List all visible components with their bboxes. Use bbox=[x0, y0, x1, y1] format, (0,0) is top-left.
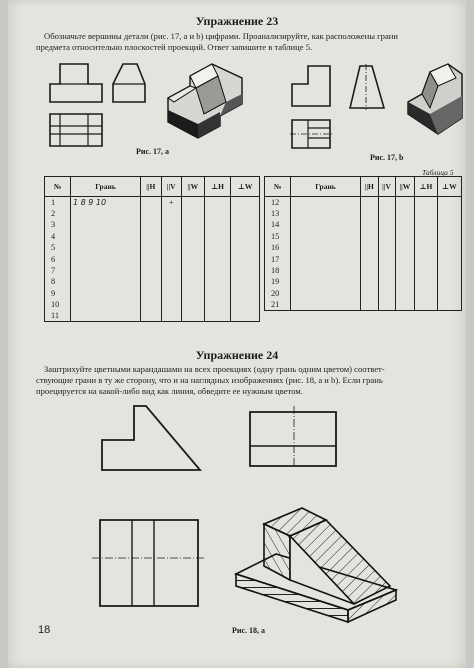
col-perp-h-header: ⊥H bbox=[415, 177, 437, 197]
projection-cell bbox=[378, 242, 395, 253]
projection-cell bbox=[141, 231, 162, 242]
face-cell bbox=[71, 253, 141, 264]
row-number: 21 bbox=[265, 299, 291, 310]
projection-cell bbox=[161, 219, 181, 230]
face-cell bbox=[71, 265, 141, 276]
table-row bbox=[45, 231, 260, 242]
projection-cell bbox=[204, 208, 230, 219]
projection-cell bbox=[204, 288, 230, 299]
face-cell: 1 8 9 10 bbox=[71, 197, 141, 208]
projection-cell bbox=[415, 197, 437, 208]
row-number: 14 bbox=[265, 219, 291, 230]
projection-cell bbox=[161, 208, 181, 219]
projection-cell bbox=[231, 219, 260, 230]
projection-cell bbox=[161, 242, 181, 253]
projection-cell bbox=[415, 253, 437, 264]
col-parallel-v-header: ||V bbox=[161, 177, 181, 197]
projection-cell bbox=[395, 242, 415, 253]
projection-cell bbox=[378, 208, 395, 219]
projection-cell: + bbox=[161, 197, 181, 208]
projection-cell bbox=[204, 310, 230, 321]
col-perp-h-header: ⊥H bbox=[204, 177, 230, 197]
projection-cell bbox=[161, 299, 181, 310]
page-number: 18 bbox=[38, 624, 51, 636]
table-5-left bbox=[44, 176, 260, 322]
projection-cell bbox=[395, 288, 415, 299]
face-cell bbox=[291, 208, 361, 219]
fig-18a-side-view bbox=[244, 406, 340, 468]
projection-cell bbox=[361, 288, 379, 299]
face-cell bbox=[291, 231, 361, 242]
projection-cell bbox=[141, 288, 162, 299]
projection-cell bbox=[204, 299, 230, 310]
fig-17a-caption: Рис. 17, а bbox=[136, 147, 170, 156]
fig-17b-isometric bbox=[404, 62, 466, 140]
projection-cell bbox=[437, 197, 461, 208]
fig-18a-top-view bbox=[92, 516, 204, 608]
projection-cell bbox=[395, 299, 415, 310]
projection-cell bbox=[231, 310, 260, 321]
projection-cell bbox=[231, 231, 260, 242]
exercise-24-text-line-1: Заштрихуйте цветными карандашами на всех проекциях (одну грань одним цветом) соответ- bbox=[44, 364, 385, 374]
projection-cell bbox=[161, 310, 181, 321]
projection-cell bbox=[361, 219, 379, 230]
col-parallel-w-header: ||W bbox=[181, 177, 204, 197]
projection-cell bbox=[415, 299, 437, 310]
table-row bbox=[45, 299, 260, 310]
projection-cell bbox=[415, 265, 437, 276]
fig-17a-side-view bbox=[111, 62, 151, 106]
row-number: 5 bbox=[45, 242, 71, 253]
face-cell bbox=[291, 242, 361, 253]
table-row bbox=[45, 276, 260, 287]
projection-cell bbox=[378, 276, 395, 287]
projection-cell bbox=[141, 310, 162, 321]
row-number: 9 bbox=[45, 288, 71, 299]
projection-cell bbox=[141, 242, 162, 253]
projection-cell bbox=[204, 197, 230, 208]
face-cell bbox=[71, 219, 141, 230]
fig-17a-front-view bbox=[48, 62, 108, 106]
projection-cell bbox=[204, 231, 230, 242]
fig-17a-isometric bbox=[162, 58, 250, 144]
col-number-header: № bbox=[45, 177, 71, 197]
projection-cell bbox=[378, 253, 395, 264]
table-row bbox=[45, 288, 260, 299]
projection-cell bbox=[378, 288, 395, 299]
projection-cell bbox=[141, 208, 162, 219]
projection-cell bbox=[437, 265, 461, 276]
projection-cell bbox=[361, 253, 379, 264]
projection-cell bbox=[361, 231, 379, 242]
row-number: 15 bbox=[265, 231, 291, 242]
table-row bbox=[265, 276, 462, 287]
table-row bbox=[45, 208, 260, 219]
projection-cell bbox=[141, 253, 162, 264]
col-perp-w-header: ⊥W bbox=[231, 177, 260, 197]
row-number: 8 bbox=[45, 276, 71, 287]
projection-cell bbox=[415, 288, 437, 299]
projection-cell bbox=[378, 219, 395, 230]
row-number: 7 bbox=[45, 265, 71, 276]
table-row bbox=[265, 288, 462, 299]
projection-cell bbox=[395, 219, 415, 230]
projection-cell bbox=[395, 231, 415, 242]
projection-cell bbox=[395, 208, 415, 219]
exercise-24-text-line-3: проецируется на какой-либо вид как линия, обведите ее нужным цветом. bbox=[36, 386, 303, 396]
projection-cell bbox=[141, 265, 162, 276]
projection-cell bbox=[204, 265, 230, 276]
fig-17b-caption: Рис. 17, b bbox=[370, 153, 404, 162]
projection-cell bbox=[161, 288, 181, 299]
row-number: 11 bbox=[45, 310, 71, 321]
projection-cell bbox=[415, 231, 437, 242]
projection-cell bbox=[437, 231, 461, 242]
row-number: 13 bbox=[265, 208, 291, 219]
fig-17b-side-view bbox=[348, 64, 388, 110]
fig-18a-caption: Рис. 18, а bbox=[232, 626, 266, 635]
exercise-23-title: Упражнение 23 bbox=[195, 14, 279, 28]
workbook-page bbox=[8, 0, 466, 668]
projection-cell bbox=[395, 265, 415, 276]
projection-cell bbox=[395, 197, 415, 208]
exercise-23-text-line-1: Обозначьте вершины детали (рис. 17, а и b) цифрами. Проанализируйте, как расположены грани bbox=[44, 31, 398, 41]
col-parallel-v-header: ||V bbox=[378, 177, 395, 197]
projection-cell bbox=[361, 299, 379, 310]
projection-cell bbox=[437, 288, 461, 299]
col-parallel-h-header: ||H bbox=[141, 177, 162, 197]
fig-17b-top-view bbox=[290, 118, 334, 150]
projection-cell bbox=[161, 276, 181, 287]
projection-cell bbox=[231, 208, 260, 219]
projection-cell bbox=[395, 276, 415, 287]
table-5-label: Таблица 5 bbox=[422, 168, 454, 177]
table-row bbox=[265, 219, 462, 230]
projection-cell bbox=[141, 197, 162, 208]
projection-cell bbox=[181, 219, 204, 230]
col-number-header: № bbox=[265, 177, 291, 197]
face-cell bbox=[71, 276, 141, 287]
projection-cell bbox=[361, 208, 379, 219]
face-cell bbox=[291, 288, 361, 299]
projection-cell bbox=[181, 310, 204, 321]
projection-cell bbox=[437, 253, 461, 264]
projection-cell bbox=[204, 242, 230, 253]
projection-cell bbox=[181, 265, 204, 276]
projection-cell bbox=[181, 276, 204, 287]
projection-cell bbox=[231, 265, 260, 276]
projection-cell bbox=[378, 197, 395, 208]
projection-cell bbox=[231, 253, 260, 264]
table-row bbox=[265, 299, 462, 310]
projection-cell bbox=[204, 253, 230, 264]
row-number: 20 bbox=[265, 288, 291, 299]
row-number: 19 bbox=[265, 276, 291, 287]
row-number: 4 bbox=[45, 231, 71, 242]
projection-cell bbox=[161, 253, 181, 264]
col-parallel-h-header: ||H bbox=[361, 177, 379, 197]
exercise-24-title: Упражнение 24 bbox=[195, 348, 279, 362]
projection-cell bbox=[437, 276, 461, 287]
projection-cell bbox=[361, 242, 379, 253]
projection-cell bbox=[231, 197, 260, 208]
projection-cell bbox=[415, 276, 437, 287]
table-row bbox=[45, 242, 260, 253]
col-face-header: Грань bbox=[291, 177, 361, 197]
projection-cell bbox=[181, 208, 204, 219]
col-parallel-w-header: ||W bbox=[395, 177, 415, 197]
projection-cell bbox=[181, 253, 204, 264]
projection-cell bbox=[181, 231, 204, 242]
face-cell bbox=[291, 253, 361, 264]
table-row bbox=[45, 310, 260, 321]
face-cell bbox=[291, 197, 361, 208]
row-number: 2 bbox=[45, 208, 71, 219]
fig-18a-front-view bbox=[96, 404, 206, 472]
projection-cell bbox=[204, 276, 230, 287]
table-row bbox=[45, 265, 260, 276]
table-row bbox=[45, 197, 260, 208]
row-number: 1 bbox=[45, 197, 71, 208]
projection-cell bbox=[437, 219, 461, 230]
projection-cell bbox=[395, 253, 415, 264]
projection-cell bbox=[141, 276, 162, 287]
projection-cell bbox=[181, 288, 204, 299]
row-number: 6 bbox=[45, 253, 71, 264]
face-cell bbox=[291, 265, 361, 276]
projection-cell bbox=[415, 242, 437, 253]
projection-cell bbox=[361, 197, 379, 208]
projection-cell bbox=[378, 299, 395, 310]
row-number: 18 bbox=[265, 265, 291, 276]
projection-cell bbox=[437, 208, 461, 219]
projection-cell bbox=[361, 265, 379, 276]
exercise-24-text-line-2: ствующие грани в ту же сторону, что и на наглядных изображениях (рис. 18, а и b). Если грань bbox=[36, 375, 383, 385]
face-cell bbox=[71, 231, 141, 242]
projection-cell bbox=[181, 242, 204, 253]
projection-cell bbox=[204, 219, 230, 230]
table-row bbox=[265, 208, 462, 219]
fig-18a-isometric bbox=[230, 500, 402, 624]
projection-cell bbox=[361, 276, 379, 287]
projection-cell bbox=[161, 231, 181, 242]
projection-cell bbox=[231, 299, 260, 310]
table-row bbox=[45, 253, 260, 264]
projection-cell bbox=[415, 219, 437, 230]
table-row bbox=[265, 265, 462, 276]
projection-cell bbox=[231, 276, 260, 287]
col-face-header: Грань bbox=[71, 177, 141, 197]
face-cell bbox=[71, 208, 141, 219]
face-cell bbox=[291, 299, 361, 310]
face-cell bbox=[291, 276, 361, 287]
face-cell bbox=[71, 310, 141, 321]
projection-cell bbox=[141, 219, 162, 230]
projection-cell bbox=[415, 208, 437, 219]
row-number: 12 bbox=[265, 197, 291, 208]
face-cell bbox=[291, 219, 361, 230]
fig-17a-top-view bbox=[48, 112, 108, 148]
face-cell bbox=[71, 242, 141, 253]
projection-cell bbox=[231, 288, 260, 299]
table-row bbox=[45, 219, 260, 230]
table-row bbox=[265, 253, 462, 264]
projection-cell bbox=[231, 242, 260, 253]
projection-cell bbox=[437, 299, 461, 310]
projection-cell bbox=[181, 197, 204, 208]
row-number: 10 bbox=[45, 299, 71, 310]
projection-cell bbox=[181, 299, 204, 310]
face-cell bbox=[71, 299, 141, 310]
row-number: 3 bbox=[45, 219, 71, 230]
row-number: 16 bbox=[265, 242, 291, 253]
projection-cell bbox=[378, 265, 395, 276]
projection-cell bbox=[437, 242, 461, 253]
face-cell bbox=[71, 288, 141, 299]
fig-17b-front-view bbox=[290, 64, 334, 108]
table-row bbox=[265, 197, 462, 208]
row-number: 17 bbox=[265, 253, 291, 264]
projection-cell bbox=[141, 299, 162, 310]
exercise-23-text-line-2: предмета относительно плоскостей проекций. Ответ запишите в таблице 5. bbox=[36, 42, 313, 52]
table-5-right bbox=[264, 176, 462, 311]
col-perp-w-header: ⊥W bbox=[437, 177, 461, 197]
table-row bbox=[265, 242, 462, 253]
table-row bbox=[265, 231, 462, 242]
projection-cell bbox=[378, 231, 395, 242]
projection-cell bbox=[161, 265, 181, 276]
